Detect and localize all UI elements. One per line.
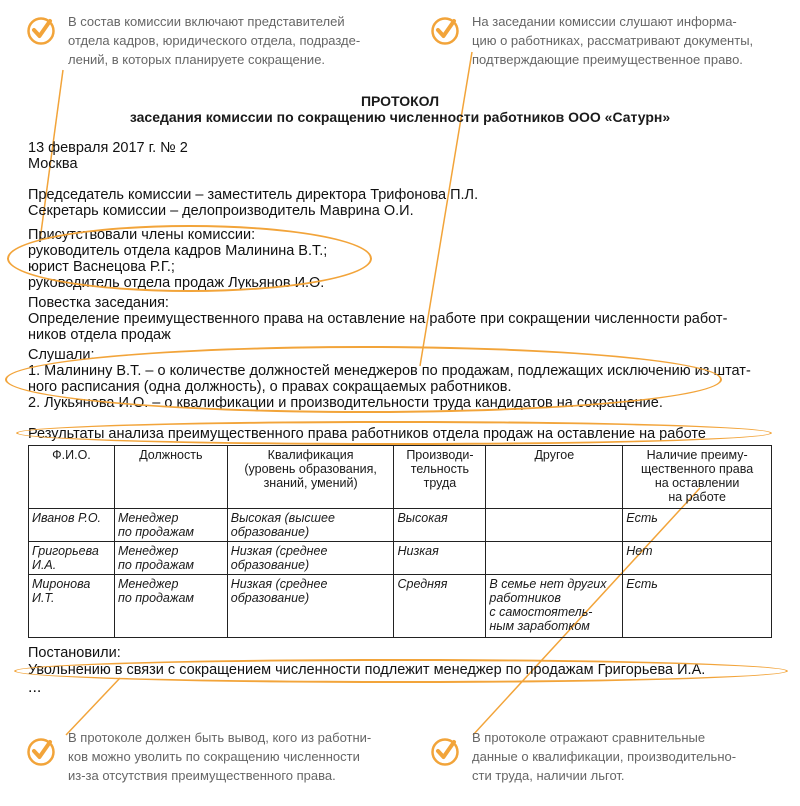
- cell-name: Иванов Р.О.: [29, 509, 115, 542]
- highlight-heard: [5, 346, 722, 413]
- results-title: Результаты анализа преимущественного права работников отдела продаж на оставление на работе: [28, 426, 706, 442]
- cell-qualification: Низкая (среднее образование): [227, 575, 394, 638]
- cell-preferential-right: Есть: [623, 509, 772, 542]
- note-conclusion: В протоколе должен быть вывод, кого из работни- ков можно уволить по сокращению численности из-за отсутствия преимущественного права.: [68, 730, 372, 783]
- cell-other: [486, 542, 623, 575]
- cell-position: Менеджер по продажам: [114, 542, 227, 575]
- highlight-members: [7, 225, 372, 292]
- header-position: Должность: [114, 446, 227, 509]
- cell-other: В семье нет других работников с самостоятель- ным заработком: [486, 575, 623, 638]
- note-hearing: На заседании комиссии слушают информа- цию о работниках, рассматривают документы, подтверждающие преимущественное право.: [472, 14, 754, 67]
- header-preferential-right: Наличие преиму- щественного права на оставлении на работе: [623, 446, 772, 509]
- note-comparison: В протоколе отражают сравнительные данные о квалификации, производительно- сти труда, наличии льгот.: [472, 730, 737, 783]
- checkmark-icon: [26, 16, 56, 46]
- cell-qualification: Низкая (среднее образование): [227, 542, 394, 575]
- cell-productivity: Высокая: [394, 509, 486, 542]
- highlight-decision: [14, 659, 788, 683]
- ellipsis: ...: [28, 679, 42, 696]
- results-table: [28, 445, 772, 638]
- protocol-date: 13 февраля 2017 г. № 2: [28, 140, 188, 156]
- agenda-header: Повестка заседания:: [28, 295, 169, 311]
- note-commission-composition: В состав комиссии включают представителей отдела кадров, юридического отдела, подразде- лений, в которых планируете сокращение.: [68, 14, 361, 67]
- document-subtitle: заседания комиссии по сокращению численности работников ООО «Сатурн»: [129, 109, 671, 125]
- cell-name: Миронова И.Т.: [29, 575, 115, 638]
- present-member: руководитель отдела продаж Лукьянов И.О.: [28, 275, 325, 291]
- heard-header: Слушали:: [28, 347, 95, 363]
- cell-preferential-right: Нет: [623, 542, 772, 575]
- highlight-results-title: [16, 421, 772, 445]
- heard-item: 1. Малинину В.Т. – о количестве должностей менеджеров по продажам, подлежащих исключению из штат-: [28, 363, 751, 379]
- checkmark-icon: [26, 737, 56, 767]
- header-other: Другое: [486, 446, 623, 509]
- checkmark-icon: [430, 737, 460, 767]
- cell-productivity: Средняя: [394, 575, 486, 638]
- cell-position: Менеджер по продажам: [114, 509, 227, 542]
- present-member: юрист Васнецова Р.Г.;: [28, 259, 175, 275]
- present-header: Присутствовали члены комиссии:: [28, 227, 256, 243]
- heard-item: ного расписания (одна должность), о правах сокращаемых работников.: [28, 379, 512, 395]
- chairman-line: Председатель комиссии – заместитель директора Трифонова П.Л.: [28, 187, 479, 203]
- decided-header: Постановили:: [28, 645, 121, 661]
- table-header-row: [29, 446, 772, 509]
- secretary-line: Секретарь комиссии – делопроизводитель Маврина О.И.: [28, 203, 414, 219]
- protocol-city: Москва: [28, 156, 78, 172]
- cell-qualification: Высокая (высшее образование): [227, 509, 394, 542]
- heard-item: 2. Лукьянова И.О. – о квалификации и производительности труда кандидатов на сокращение.: [28, 395, 663, 411]
- decision-text: Увольнению в связи с сокращением численности подлежит менеджер по продажам Григорьева И.А.: [28, 662, 706, 678]
- header-qualification: Квалификация (уровень образования, знаний, умений): [227, 446, 394, 509]
- document-title: ПРОТОКОЛ: [360, 93, 440, 109]
- connector-line: [66, 678, 120, 735]
- cell-other: [486, 509, 623, 542]
- header-productivity: Производи- тельность труда: [394, 446, 486, 509]
- agenda-text: ников отдела продаж: [28, 327, 171, 343]
- cell-name: Григорьева И.А.: [29, 542, 115, 575]
- checkmark-icon: [430, 16, 460, 46]
- cell-preferential-right: Есть: [623, 575, 772, 638]
- table-row: [29, 575, 772, 638]
- table-row: [29, 542, 772, 575]
- header-name: Ф.И.О.: [29, 446, 115, 509]
- cell-position: Менеджер по продажам: [114, 575, 227, 638]
- agenda-text: Определение преимущественного права на оставление на работе при сокращении численности работ-: [28, 311, 728, 327]
- present-member: руководитель отдела кадров Малинина В.Т.;: [28, 243, 328, 259]
- cell-productivity: Низкая: [394, 542, 486, 575]
- table-row: [29, 509, 772, 542]
